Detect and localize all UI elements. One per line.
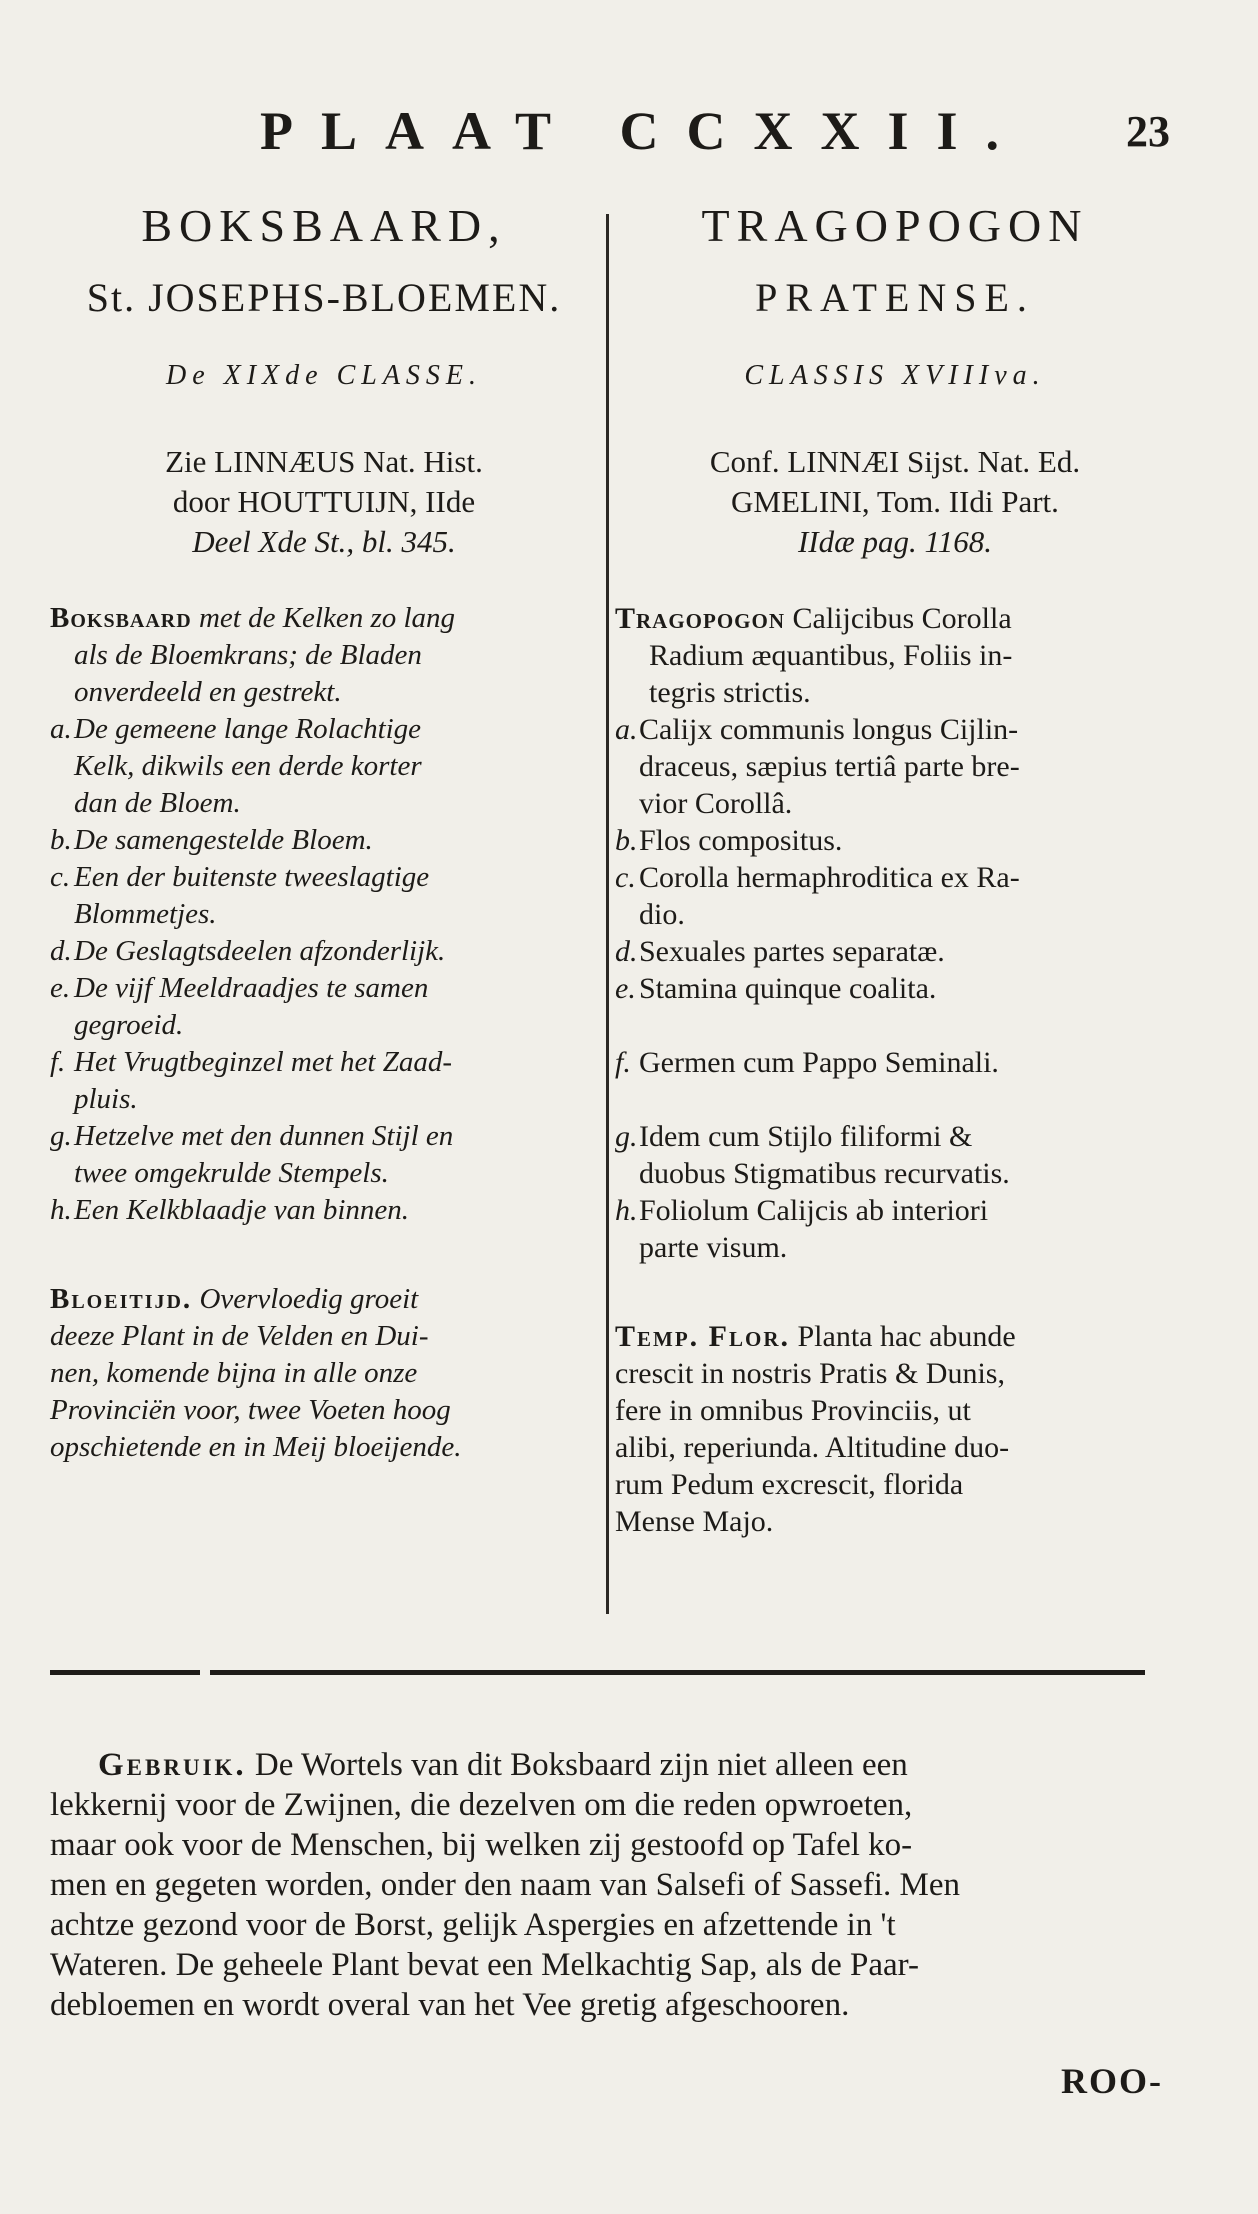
latin-column [615,196,1175,1540]
page-number: 23 [1126,107,1170,156]
desc-line: met de Kelken zo lang [198,602,456,634]
desc-line: tegris strictis. [649,676,811,709]
latin-reference [615,432,1175,584]
list-item: e. Stamina quinque coalita. [615,972,937,1005]
list-item: h. Foliolum Calijcis ab interiori parte visum. [615,1194,989,1264]
usage-paragraph: Gebruik. De Wortels van dit Boksbaard zijn niet alleen een lekkernij voor de Zwijnen, die dezelven om die reden opwroeten, maar ook voor de Menschen, bij welken zij gestoofd op Tafel ko- men en gegeten worden, onder den naam van Salsefi of Sassefi. Men achtze gezond voor de Borst, gelijk Aspergies en afzettende in 't Wateren. De geheele Plant bevat een Melkachtig Sap, als de Paar- debloemen en wordt overal van het Vee gretig afgeschooren. [50,1747,960,2023]
ref-line: GMELINI, Tom. IIdi Part. [731,484,1059,519]
plate-title: PLAAT CCXXII. [260,101,1028,161]
flowering-head: Bloeitijd. [50,1283,193,1315]
list-item: f. Het Vrugtbeginzel met het Zaad- pluis. [50,1046,453,1115]
list-item: c. Corolla hermaphroditica ex Ra- dio. [615,861,1020,931]
dutch-description [50,600,598,711]
flowering-head: Temp. Flor. [615,1320,790,1353]
dutch-column [50,196,598,1466]
list-item: g. Hetzelve met den dunnen Stijl en twee omgekrulde Stempels. [50,1120,454,1189]
list-item: d. Sexuales partes separatæ. [615,935,945,968]
dutch-figure-list [50,711,598,1229]
desc-line: als de Bloemkrans; de Bladen [74,639,422,671]
running-head [260,100,1170,170]
list-item: e. De vijf Meeldraadjes te samen gegroeid. [50,972,429,1041]
dutch-flowering-time: Bloeitijd. Overvloedig groeit deeze Plant in de Velden en Dui- nen, komende bijna in alle onze Provinciën voor, twee Voeten hoog opschietende en in Meij bloeijende. [50,1283,462,1463]
list-item: a. De gemeene lange Rolachtige Kelk, dikwils een derde korter dan de Bloem. [50,713,422,819]
desc-line: Calijcibus Corolla [792,602,1012,635]
dutch-subheading: St. JOSEPHS-BLOEMEN. [86,275,562,320]
separator-rule [210,1670,1145,1675]
latin-subheading: PRATENSE. [755,275,1035,320]
ref-line: IIdæ pag. 1168. [797,524,993,559]
latin-figure-list [615,711,1175,1266]
list-item: g. Idem cum Stijlo filiformi & duobus Stigmatibus recurvatis. [615,1120,1010,1190]
list-item: f. Germen cum Pappo Seminali. [615,1046,999,1079]
list-item: d. De Geslagtsdeelen afzonderlijk. [50,935,446,967]
list-item: b. Flos compositus. [615,824,843,857]
list-item: h. Een Kelkblaadje van binnen. [50,1194,410,1226]
desc-line: onverdeeld en gestrekt. [74,676,342,708]
ref-line: Conf. LINNÆI Sijst. Nat. Ed. [709,444,1081,479]
separator-rule [50,1670,200,1675]
latin-heading: TRAGOPOGON [701,200,1089,251]
latin-description [615,600,1175,711]
ref-line: door HOUTTUIJN, IIde [172,484,476,519]
dutch-heading: BOKSBAARD, [141,200,507,251]
ref-line: Deel Xde St., bl. 345. [192,524,456,559]
list-item: c. Een der buitenste tweeslagtige Blommetjes. [50,861,430,930]
desc-head: Boksbaard [50,602,192,634]
column-divider [606,214,609,1614]
desc-line: Radium æquantibus, Foliis in- [649,639,1013,672]
latin-class: CLASSIS XVIIIva. [744,360,1046,391]
desc-head: Tragopogon [615,602,786,635]
dutch-class: De XIXde CLASSE. [165,360,483,391]
usage-head: Gebruik. [98,1747,247,1783]
latin-flowering-time: Temp. Flor. Planta hac abunde crescit in nostris Pratis & Dunis, fere in omnibus Provinciis, ut alibi, reperiunda. Altitudine duo- rum Pedum excrescit, florida Mense Majo. [615,1320,1016,1538]
list-item: a. Calijx communis longus Cijlin- draceus, sæpius tertiâ parte bre- vior Corollâ. [615,713,1020,820]
catchword: ROO- [1061,2061,1163,2101]
list-item: b. De samengestelde Bloem. [50,824,373,856]
ref-line: Zie LINNÆUS Nat. Hist. [165,444,483,479]
dutch-reference [50,432,598,584]
